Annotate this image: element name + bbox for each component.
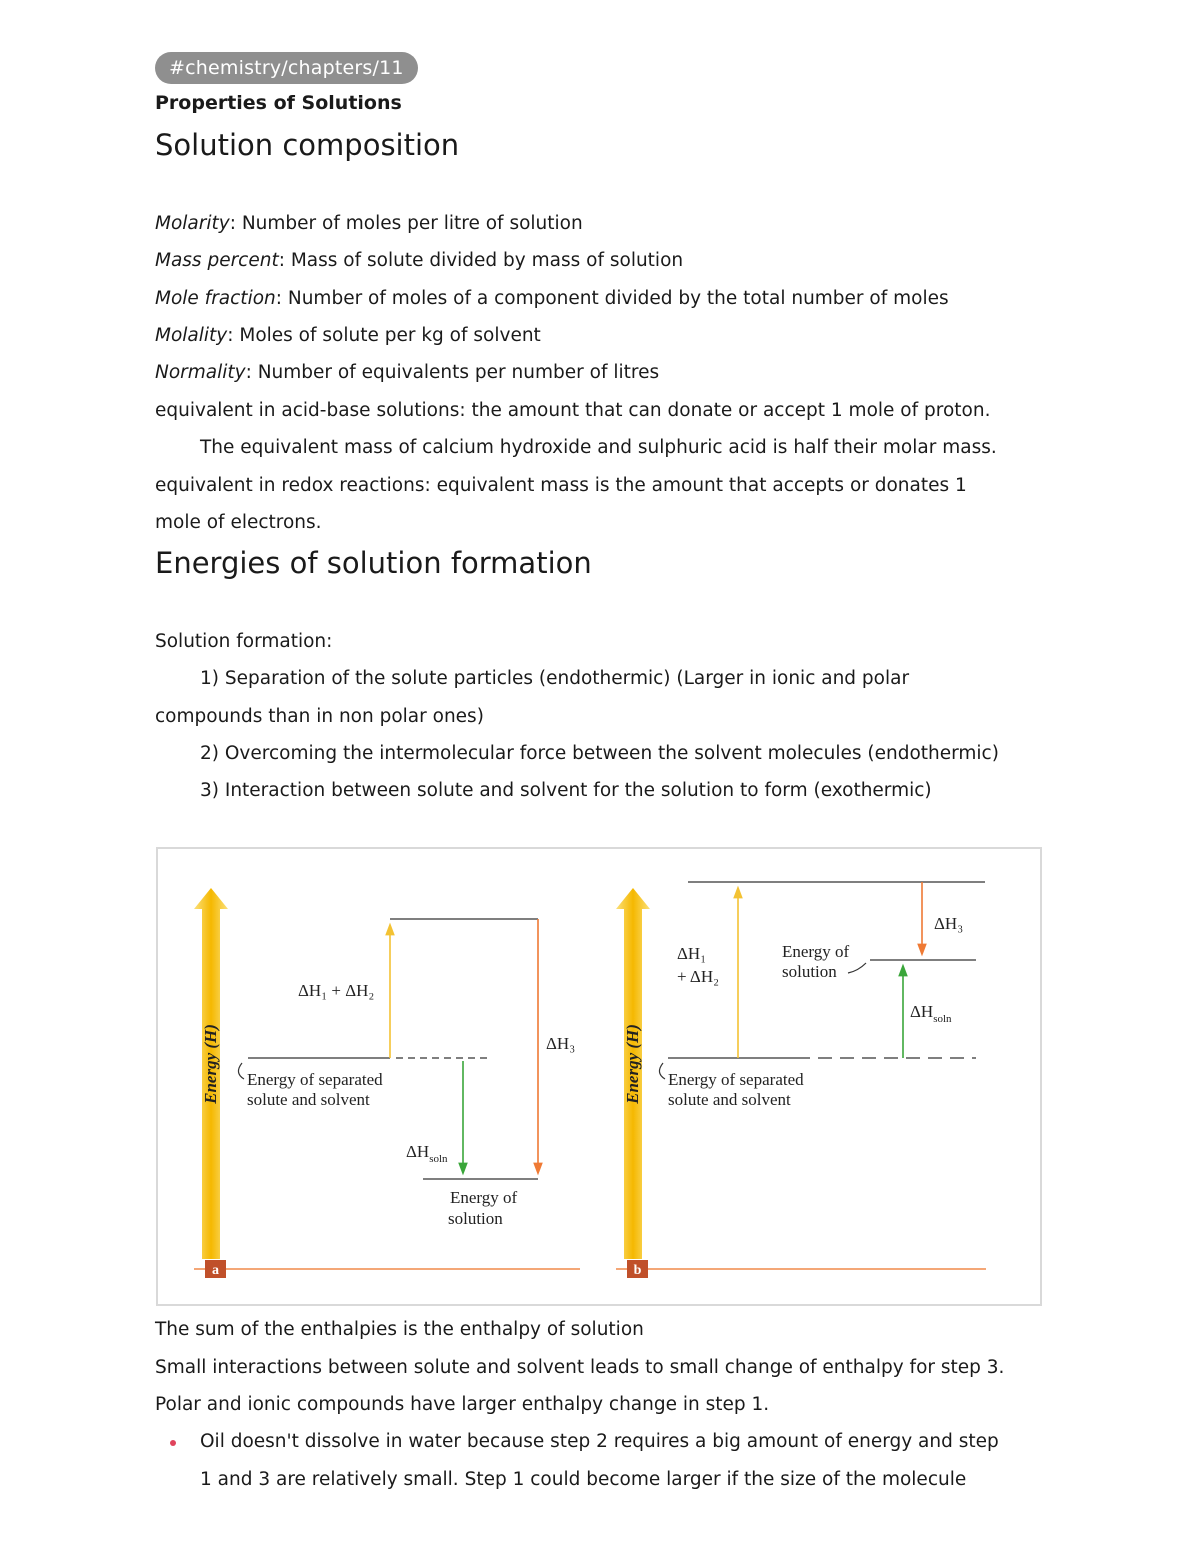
dh3-label: ΔH₃: [934, 914, 964, 933]
solution-label-1: Energy of: [450, 1188, 518, 1207]
solution-label-1: Energy of: [782, 942, 850, 961]
bullet-dot: [170, 1440, 176, 1446]
dh1-plus-dh2-label: ΔH₁ + ΔH₂: [298, 981, 375, 1000]
paragraph-redox: equivalent in redox reactions: equivalent mass is the amount that accepts or donates 1: [155, 475, 967, 496]
enthalpy-figure: [156, 847, 1042, 1306]
energy-axis-label: Energy (H): [623, 1024, 642, 1104]
panel-b-tag: b: [633, 1263, 642, 1278]
bullet-oil-cont: 1 and 3 are relatively small. Step 1 could become larger if the size of the molecule: [200, 1469, 967, 1490]
dh1-label: ΔH₁: [677, 944, 707, 963]
solution-label-2: solution: [448, 1209, 503, 1228]
definition: : Mass of solute divided by mass of solution: [278, 250, 684, 271]
term: Mass percent: [155, 250, 279, 271]
separated-label-2: solute and solvent: [247, 1090, 370, 1109]
dh2-label: + ΔH₂: [677, 967, 720, 986]
dhsoln-label: [406, 1142, 448, 1165]
step-1: 1) Separation of the solute particles (endothermic) (Larger in ionic and polar: [200, 668, 910, 689]
paragraph-acid-base: equivalent in acid-base solutions: the amount that can donate or accept 1 mole of proton.: [155, 400, 991, 421]
step-1-cont: compounds than in non polar ones): [155, 706, 484, 727]
dh3-label: ΔH₃: [546, 1034, 576, 1053]
separated-label-2: solute and solvent: [668, 1090, 791, 1109]
term: Normality: [155, 362, 246, 383]
paragraph-small-interactions: Small interactions between solute and solvent leads to small change of enthalpy for step 3.: [155, 1357, 1005, 1378]
definition-normality: [155, 362, 659, 383]
definition: : Number of moles per litre of solution: [229, 213, 583, 234]
paragraph-redox-cont: mole of electrons.: [155, 512, 322, 533]
term: Molarity: [155, 213, 230, 234]
definition-molality: [155, 325, 541, 346]
term: Molality: [155, 325, 228, 346]
dhsoln-label: [910, 1002, 952, 1025]
soln-subscript: soln: [933, 1013, 952, 1025]
definition-mole-fraction: [155, 288, 949, 309]
definition: : Moles of solute per kg of solvent: [227, 325, 541, 346]
energy-axis-label: Energy (H): [201, 1024, 220, 1104]
panel-a: [194, 888, 580, 1278]
separated-label-1: Energy of separated: [247, 1070, 383, 1089]
panel-a-tag: a: [212, 1263, 219, 1278]
definition-mass-percent: [155, 250, 683, 271]
heading-solution-composition: Solution composition: [155, 128, 460, 162]
definition: : Number of equivalents per number of litres: [245, 362, 660, 383]
page-eyebrow: Properties of Solutions: [155, 92, 402, 114]
bullet-oil: Oil doesn't dissolve in water because step 2 requires a big amount of energy and step: [200, 1431, 999, 1452]
step-2: 2) Overcoming the intermolecular force between the solvent molecules (endothermic): [200, 743, 999, 764]
solution-label-2: solution: [782, 962, 837, 981]
paragraph-equivalent-mass: The equivalent mass of calcium hydroxide and sulphuric acid is half their molar mass.: [200, 437, 997, 458]
paragraph-sum: The sum of the enthalpies is the enthalpy of solution: [155, 1319, 644, 1340]
definition-molarity: [155, 213, 583, 234]
solution-formation-intro: Solution formation:: [155, 631, 333, 652]
separated-label-1: Energy of separated: [668, 1070, 804, 1089]
step-3: 3) Interaction between solute and solvent for the solution to form (exothermic): [200, 780, 932, 801]
paragraph-polar-ionic: Polar and ionic compounds have larger enthalpy change in step 1.: [155, 1394, 770, 1415]
dh-symbol: ΔH: [910, 1002, 934, 1021]
definition: : Number of moles of a component divided by the total number of moles: [275, 288, 949, 309]
soln-subscript: soln: [429, 1153, 448, 1165]
tag-chip[interactable]: #chemistry/chapters/11: [155, 52, 418, 84]
heading-energies: Energies of solution formation: [155, 546, 592, 580]
dh-symbol: ΔH: [406, 1142, 430, 1161]
term: Mole fraction: [155, 288, 276, 309]
panel-b: [616, 882, 986, 1278]
